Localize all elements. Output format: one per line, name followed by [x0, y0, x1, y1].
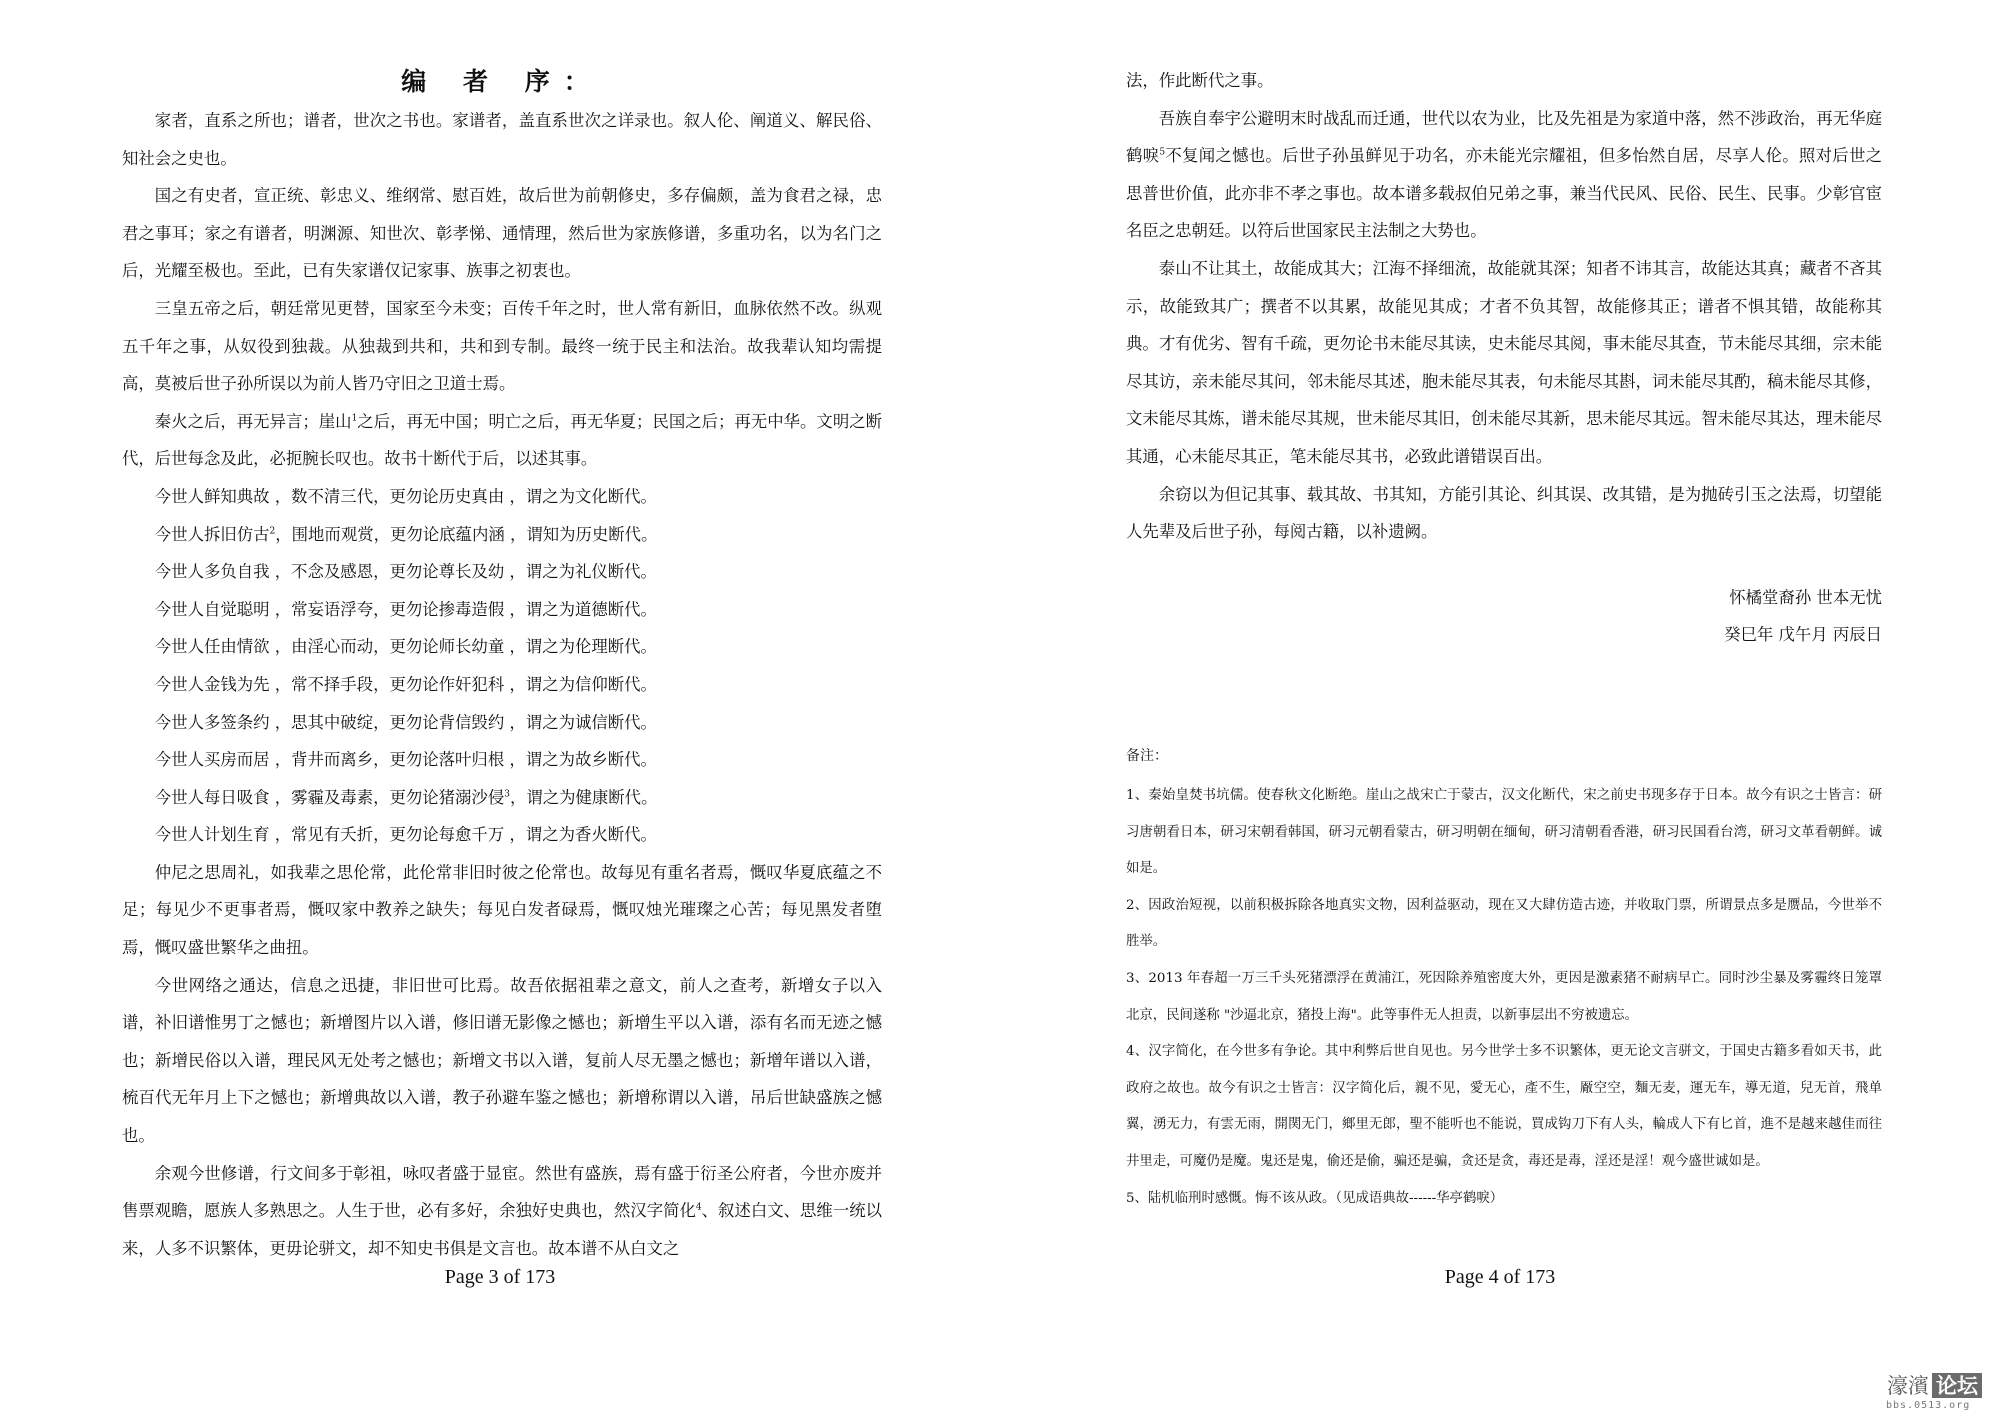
paragraph: 今世人任由情欲 ，由淫心而动，更勿论师长幼童 ，谓之为伦理断代。 [154, 637, 657, 657]
notes-section [1126, 738, 1882, 1217]
paragraph: 今世人自觉聪明 ，常妄语浮夸，更勿论掺毒造假 ，谓之为道德断代。 [154, 599, 657, 619]
paragraph: 今世人拆旧仿古$^2$，围地而观赏，更勿论底蕴内涵 ，谓知为历史断代。 [154, 524, 658, 544]
paragraph: 今世人多负自我 ，不念及感恩，更勿论尊长及幼 ，谓之为礼仪断代。 [154, 562, 657, 582]
page-number-right: Page 4 of 173 [1444, 1266, 1556, 1288]
signature-date: 癸巳年 戊午月 丙辰日 [1724, 625, 1882, 645]
watermark-logo [1884, 1372, 1982, 1400]
paragraph: 今世人鲜知典故 ，数不清三代，更勿论历史真由 ，谓之为文化断代。 [154, 486, 657, 506]
paragraph: 国之有史者，宣正统、彰忠义、维纲常、慰百姓，故后世为前朝修史，多存偏颇，盖为食君之禄，忠君之事耳；家之有谱者，明渊源、知世次、彰孝悌、通情理，然后世为家族修谱，多重功名，以为名门之后，光耀至极也。至此，已有失家谱仅记家事、族事之初衷也。 [122, 186, 882, 281]
footnote-ref: 1 [351, 413, 358, 424]
footnote-ref: 3 [504, 789, 510, 800]
paragraph: 秦火之后，再无异言；崖山$^1$之后，再无中国；明亡之后，再无华夏；民国之后；再无中华。文明之断代，后世每念及此，必扼腕长叹也。故书十断代于后，以述其事。 [122, 411, 882, 469]
watermark-left-text: 濠濱 [1887, 1374, 1929, 1398]
paragraph: 今世人多签条约 ，思其中破绽，更勿论背信毁约 ，谓之为诚信断代。 [154, 712, 657, 732]
paragraph: 今世人每日吸食 ，雾霾及毒素，更勿论猪溺沙侵$^3$，谓之为健康断代。 [154, 787, 658, 807]
forum-watermark [1884, 1372, 2000, 1413]
signature-block [1126, 579, 1882, 654]
note-item: 5、陆机临刑时感慨。悔不该从政。（见成语典故------华亭鹤唳） [1126, 1190, 1504, 1206]
preface-title: 编 者 序： [401, 67, 603, 96]
note-item: 2、因政治短视，以前积极拆除各地真实文物，因利益驱动，现在又大肆仿造古迹，并收取门票，所谓景点多是赝品，今世举不胜举。 [1126, 897, 1882, 950]
footnote-ref: 2 [269, 526, 276, 537]
note-item: 3、2013 年春超一万三千头死猪漂浮在黄浦江，死因除养殖密度大外，更因是激素猪不耐病早亡。同时沙尘暴及雾霾终日笼罩北京，民间遂称 "沙逼北京，猪投上海"。此等事件无人担责，以新事层出不穷被遗忘。 [1126, 970, 1882, 1023]
watermark-url: bbs.0513.org [1886, 1400, 1971, 1411]
paragraph: 余观今世修谱，行文间多于彰祖，咏叹者盛于显宦。然世有盛族，焉有盛于衍圣公府者，今世亦废并售票观瞻，愿族人多熟思之。人生于世，必有多好，余独好史典也，然汉字简化$^4$、叙述白文、思维一统以来，人多不识繁体，更毋论骈文，却不知史书俱是文言也。故本谱不从白文之 [122, 1163, 883, 1258]
note-item: 1、秦始皇焚书坑儒。使春秋文化断绝。崖山之战宋亡于蒙古，汉文化断代，宋之前史书现多存于日本。故今有识之士皆言：研习唐朝看日本，研习宋朝看韩国，研习元朝看蒙古，研习明朝在缅甸，研习清朝看香港，研习民国看台湾，研习文革看朝鲜。诚如是。 [1126, 788, 1882, 877]
page-number-left: Page 3 of 173 [444, 1266, 556, 1288]
watermark-right-text: 论坛 [1932, 1373, 1982, 1398]
paragraph: 今世网络之通达，信息之迅捷，非旧世可比焉。故吾依据祖辈之意文，前人之查考，新增女子以入谱，补旧谱惟男丁之憾也；新增图片以入谱，修旧谱无影像之憾也；新增生平以入谱，添有名而无迹之憾也；新增民俗以入谱，理民风无处考之憾也；新增文书以入谱，复前人尽无墨之憾也；新增年谱以入谱，梳百代无年月上下之憾也；新增典故以入谱，教子孙避车鉴之憾也；新增称谓以入谱，吊后世缺盛族之憾也。 [122, 975, 882, 1146]
paragraph: 仲尼之思周礼，如我辈之思伦常，此伦常非旧时彼之伦常也。故每见有重名者焉，慨叹华夏底蕴之不足；每见少不更事者焉，慨叹家中教养之缺失；每见白发者碌焉，慨叹烛光璀璨之心苦；每见黑发者堕焉，慨叹盛世繁华之曲扭。 [122, 862, 882, 958]
paragraph: 家者，直系之所也；谱者，世次之书也。家谱者，盖直系世次之详录也。叙人伦、阐道义、解民俗、知社会之史也。 [122, 111, 882, 168]
footnote-ref: 4 [695, 1202, 702, 1213]
note-item: 4、汉字简化，在今世多有争论。其中利弊后世自见也。另今世学士多不识繁体，更无论文言骈文，于国史古籍多看如天书，此政府之故也。故今有识之士皆言：汉字简化后，親不见，愛无心，產不生，厰空空，麵无麦，運无车，導无道，兒无首，飛单翼，湧无力，有雲无雨，開関无门，鄉里无郎，聖不能听也不能说，買成钩刀下有人头，輪成人下有匕首，進不是越来越佳而往井里走，可魔仍是魔。鬼还是鬼，偷还是偷，骗还是骗，贪还是贪，毒还是毒，淫还是淫！观今盛世诚如是。 [1126, 1044, 1882, 1169]
paragraph: 余窃以为但记其事、载其故、书其知，方能引其论、纠其误、改其错，是为抛砖引玉之法焉，切望能人先辈及后世子孙，每阅古籍，以补遗阙。 [1126, 484, 1882, 542]
paragraph: 三皇五帝之后，朝廷常见更替，国家至今未变；百传千年之时，世人常有新旧，血脉依然不改。纵观五千年之事，从奴役到独裁。从独裁到共和，共和到专制。最终一统于民主和法治。故我辈认知均需提高，莫被后世子孙所误以为前人皆乃守旧之卫道士焉。 [122, 298, 882, 394]
right-page [1000, 0, 2000, 1413]
paragraph: 今世人买房而居 ，背井而离乡，更勿论落叶归根 ，谓之为故乡断代。 [154, 750, 657, 770]
footnote-ref: 5 [1159, 147, 1166, 158]
paragraph: 泰山不让其土，故能成其大；江海不择细流，故能就其深；知者不讳其言，故能达其真；藏者不吝其示，故能致其广；撰者不以其累，故能见其成；才者不负其智，故能修其正；谱者不惧其错，故能称其典。才有优劣、智有千疏，更勿论书未能尽其读，史未能尽其阅，事未能尽其查，节未能尽其细，宗未能尽其访，亲未能尽其问，邻未能尽其述，胞未能尽其表，句未能尽其斟，词未能尽其酌，稿未能尽其修，文未能尽其炼，谱未能尽其规，世未能尽其旧，创未能尽其新，思未能尽其远。智未能尽其达，理未能尽其通，心未能尽其正，笔未能尽其书，必致此谱错误百出。 [1126, 258, 1882, 466]
paragraph-continuation: 法，作此断代之事。 [1126, 71, 1274, 90]
paragraph: 吾族自奉宇公避明末时战乱而迁通，世代以农为业，比及先祖是为家道中落，然不涉政治，再无华庭鹤唳$^5$不复闻之憾也。后世子孙虽鲜见于功名，亦未能光宗耀祖，但多怡然自居，尽享人伦。照对后世之思普世价值，此亦非不孝之事也。故本谱多载叔伯兄弟之事，兼当代民风、民俗、民生、民事。少彰官宦名臣之忠朝廷。以符后世国家民主法制之大势也。 [1126, 108, 1883, 241]
right-page-text [1126, 62, 1882, 654]
left-page-text [122, 62, 882, 1267]
paragraph: 今世人金钱为先 ，常不择手段，更勿论作奸犯科 ，谓之为信仰断代。 [154, 674, 657, 694]
paragraph: 今世人计划生育 ，常见有夭折，更勿论每愈千万 ，谓之为香火断代。 [154, 825, 657, 845]
notes-title: 备注： [1126, 748, 1168, 764]
author-signature: 怀橘堂裔孙 世本无忧 [1729, 587, 1882, 607]
